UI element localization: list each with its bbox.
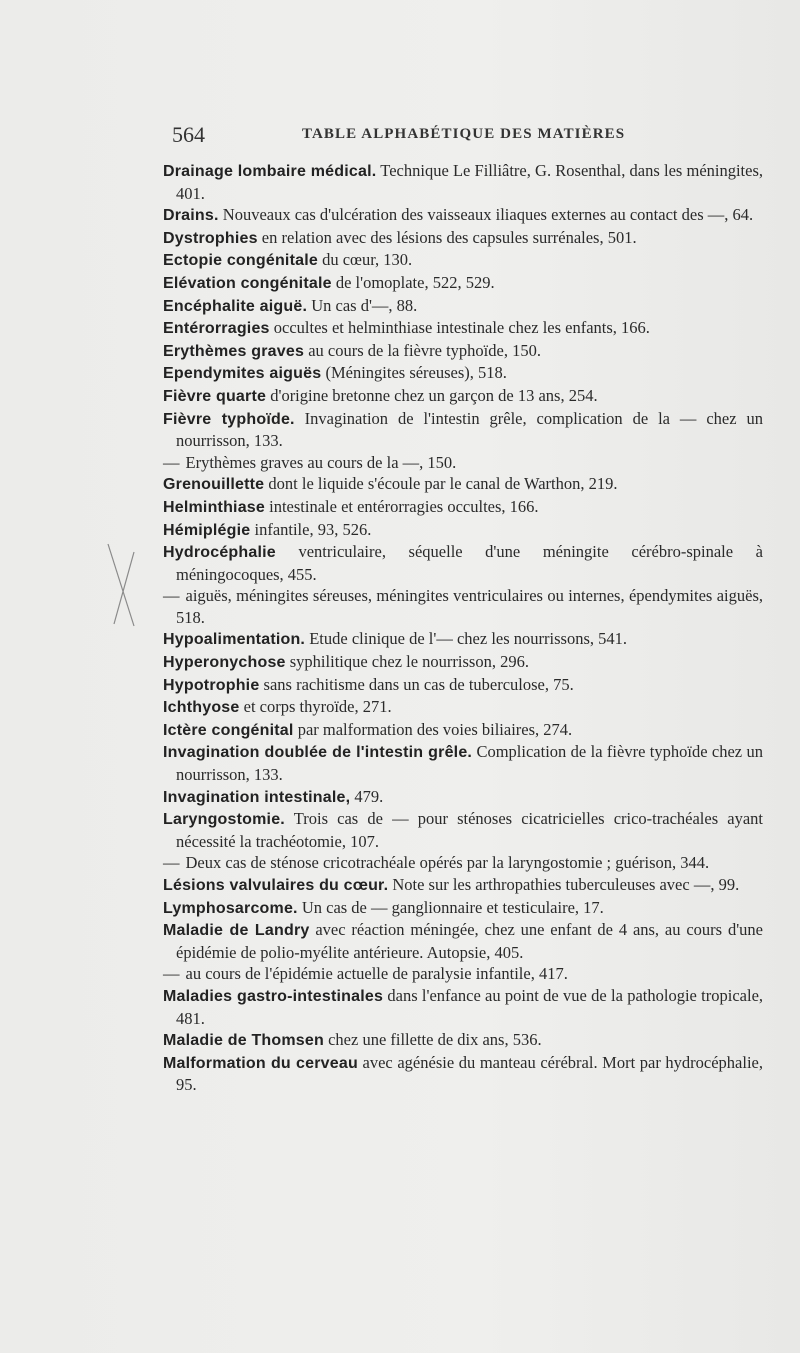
index-entry <box>163 985 763 1029</box>
subentry-dash: — <box>163 452 180 472</box>
index-term: Ictère congénital <box>163 721 294 739</box>
index-entry <box>163 295 763 318</box>
index-entry <box>163 408 763 452</box>
index-text: Technique Le Filliâtre, G. Rosenthal, dans les méningites, 401. <box>176 161 764 203</box>
index-text: infantile, 93, 526. <box>254 519 372 539</box>
page-header <box>172 122 772 148</box>
index-text: Etude clinique de l'— chez les nourrissons, 541. <box>309 629 627 649</box>
index-entry <box>163 340 763 363</box>
index-entry <box>163 385 763 408</box>
index-text: Erythèmes graves au cours de la —, 150. <box>185 452 457 472</box>
index-term: Invagination doublée de l'intestin grêle. <box>163 744 473 762</box>
index-subentry <box>163 452 763 474</box>
index-text: dans l'enfance au point de vue de la pathologie tropicale, 481. <box>176 985 764 1028</box>
index-text: syphilitique chez le nourrisson, 296. <box>289 652 529 672</box>
index-text: intestinale et entérorragies occultes, 166. <box>269 496 539 516</box>
index-text: occultes et helminthiase intestinale chez les enfants, 166. <box>273 318 650 338</box>
index-subentry <box>163 963 763 985</box>
index-text: avec agénésie du manteau cérébral. Mort par hydrocéphalie, 95. <box>176 1052 763 1095</box>
index-entry <box>163 696 763 719</box>
index-entry <box>163 317 763 340</box>
index-entry <box>163 204 763 227</box>
index-entry <box>163 1052 763 1096</box>
index-term: Drainage lombaire médical. <box>163 163 377 180</box>
index-text: par malformation des voies biliaires, 274. <box>297 719 573 739</box>
index-term: Encéphalite aiguë. <box>163 297 308 315</box>
index-text: Nouveaux cas d'ulcération des vaisseaux iliaques externes au contact des —, 64. <box>222 205 754 225</box>
index-entry <box>163 719 763 742</box>
index-entries <box>163 160 763 1096</box>
page-number: 564 <box>172 122 205 147</box>
index-entry <box>163 786 763 809</box>
index-term: Fièvre quarte <box>163 387 267 405</box>
index-subentry <box>163 852 763 874</box>
index-term: Erythèmes graves <box>163 342 305 360</box>
index-subentry <box>163 585 763 628</box>
index-term: Hydrocéphalie <box>163 544 276 562</box>
index-term: Hypoalimentation. <box>163 631 306 649</box>
index-term: Elévation congénitale <box>163 274 332 292</box>
index-entry <box>163 1029 763 1052</box>
index-term: Entérorragies <box>163 320 270 338</box>
pencil-margin-mark <box>104 540 154 630</box>
index-entry <box>163 473 763 496</box>
running-title: TABLE ALPHABÉTIQUE DES MATIÈRES <box>302 126 626 142</box>
index-entry <box>163 741 763 785</box>
index-term: Maladie de Landry <box>163 922 310 940</box>
subentry-dash: — <box>163 853 180 873</box>
index-text: dont le liquide s'écoule par le canal de Warthon, 219. <box>268 474 618 494</box>
index-entry <box>163 362 763 385</box>
index-entry <box>163 519 763 542</box>
index-text: sans rachitisme dans un cas de tuberculose, 75. <box>263 674 574 694</box>
index-entry <box>163 808 763 852</box>
index-text: au cours de la fièvre typhoïde, 150. <box>308 340 541 360</box>
index-term: Maladie de Thomsen <box>163 1032 324 1050</box>
index-term: Drains. <box>163 207 219 225</box>
index-text: aiguës, méningites séreuses, méningites ventriculaires ou internes, épendymites aiguës, 518. <box>176 586 763 627</box>
index-entry <box>163 897 763 920</box>
index-term: Hyperonychose <box>163 654 286 672</box>
index-text: chez une fillette de dix ans, 536. <box>328 1030 542 1050</box>
index-term: Grenouillette <box>163 476 265 494</box>
index-entry <box>163 874 763 897</box>
index-entry <box>163 496 763 519</box>
index-text: de l'omoplate, 522, 529. <box>335 272 495 292</box>
index-entry <box>163 919 763 963</box>
index-entry <box>163 272 763 295</box>
index-term: Lésions valvulaires du cœur. <box>163 877 389 894</box>
index-text: ventriculaire, séquelle d'une méningite cérébro-spinale à méningocoques, 455. <box>176 542 763 584</box>
index-text: Un cas d'—, 88. <box>311 295 418 315</box>
index-entry <box>163 160 763 204</box>
index-term: Invagination intestinale, <box>163 788 351 806</box>
index-text: d'origine bretonne chez un garçon de 13 ans, 254. <box>270 385 598 405</box>
index-term: Dystrophies <box>163 229 258 247</box>
index-entry <box>163 249 763 272</box>
index-text: (Méningites séreuses), 518. <box>325 363 507 383</box>
index-text: en relation avec des lésions des capsules surrénales, 501. <box>261 227 637 247</box>
index-entry <box>163 628 763 651</box>
index-text: 479. <box>354 786 384 806</box>
index-text: au cours de l'épidémie actuelle de paralysie infantile, 417. <box>185 964 568 984</box>
index-term: Lymphosarcome. <box>163 899 298 917</box>
index-text: Complication de la fièvre typhoïde chez un nourrisson, 133. <box>176 742 763 785</box>
index-term: Hypotrophie <box>163 676 260 694</box>
index-term: Malformation du cerveau <box>163 1054 358 1072</box>
subentry-dash: — <box>163 964 180 984</box>
index-text: avec réaction méningée, chez une enfant de 4 ans, au cours d'une épidémie de polio-myélite antérieure. Autopsie, 405. <box>176 920 763 962</box>
index-entry <box>163 541 763 585</box>
index-term: Laryngostomie. <box>163 811 285 829</box>
index-entry <box>163 227 763 250</box>
index-entry <box>163 674 763 697</box>
index-term: Ectopie congénitale <box>163 252 318 270</box>
index-term: Hémiplégie <box>163 521 251 539</box>
index-text: Note sur les arthropathies tuberculeuses avec —, 99. <box>392 875 740 894</box>
index-text: Invagination de l'intestin grêle, complication de la — chez un nourrisson, 133. <box>176 408 764 451</box>
index-text: Un cas de — ganglionnaire et testiculaire, 17. <box>301 897 604 917</box>
index-term: Ependymites aiguës <box>163 365 322 383</box>
index-term: Helminthiase <box>163 498 265 516</box>
index-term: Ichthyose <box>163 699 240 717</box>
index-text: Deux cas de sténose cricotrachéale opérés par la laryngostomie ; guérison, 344. <box>185 853 710 873</box>
index-text: Trois cas de — pour sténoses cicatricielles crico-trachéales ayant nécessité la trachéotomie, 107. <box>176 809 763 851</box>
index-entry <box>163 651 763 674</box>
index-term: Fièvre typhoïde. <box>163 410 295 428</box>
index-text: et corps thyroïde, 271. <box>243 697 392 717</box>
subentry-dash: — <box>163 586 180 606</box>
index-text: du cœur, 130. <box>322 250 413 270</box>
index-term: Maladies gastro-intestinales <box>163 987 384 1005</box>
